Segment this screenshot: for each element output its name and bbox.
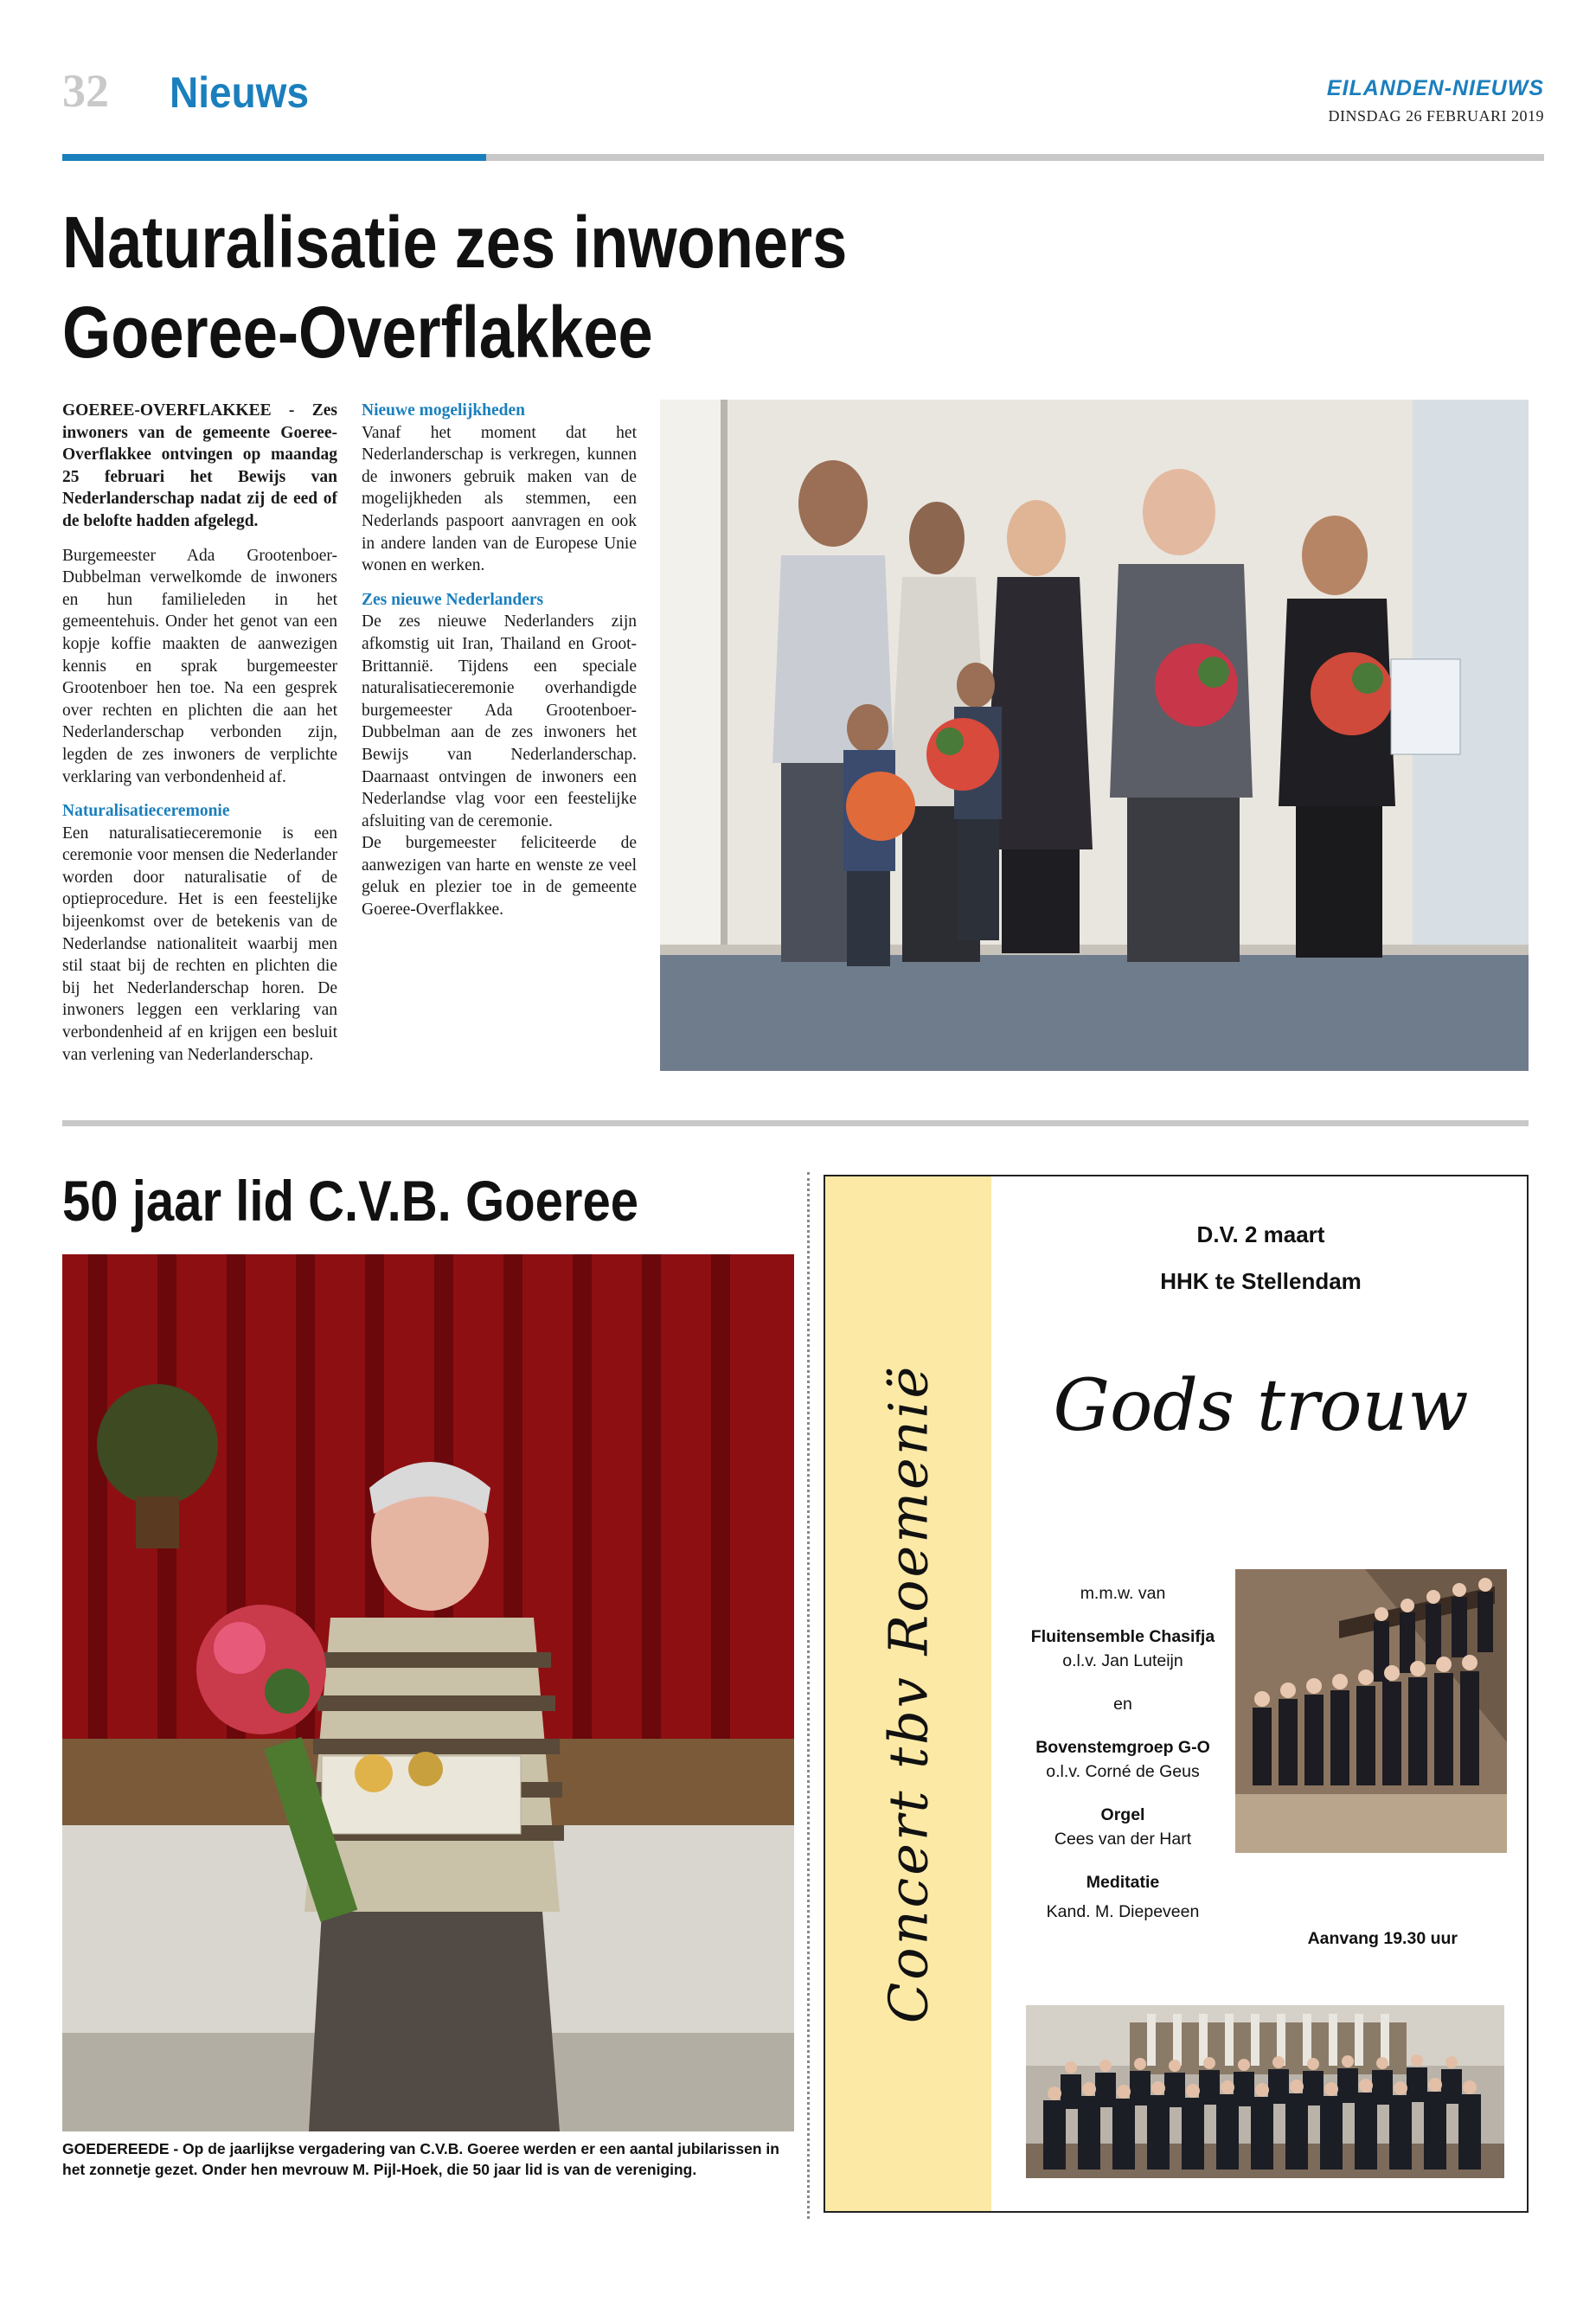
newspaper-brand: EILANDEN-NIEUWS bbox=[1326, 76, 1544, 100]
ad-venue: HHK te Stellendam bbox=[1160, 1268, 1362, 1294]
choir-photo bbox=[1026, 2005, 1504, 2178]
concert-advertisement bbox=[824, 1175, 1529, 2213]
article-paragraph: De zes nieuwe Nederlanders zijn afkomstig uit Iran, Thailand en Groot-Brittannië. Tijdens een speciale naturalisatieceremonie overhandigde burgemeester Ada Grootenboer-Dubbelman aan de zes inwoners het Bewijs van Nederlanderschap. Daarnaast ontvingen de inwoners een Nederlandse vlag voor een feestelijke afsluiting van de ceremonie. bbox=[362, 612, 637, 830]
issue-date: DINSDAG 26 FEBRUARI 2019 bbox=[1328, 107, 1544, 125]
ad-start-time: Aanvang 19.30 uur bbox=[1307, 1929, 1458, 1948]
jubilee-photo bbox=[62, 1254, 794, 2131]
ad-performers bbox=[998, 1581, 1247, 1924]
headline-line-2: Goeree-Overflakkee bbox=[62, 292, 653, 373]
header-rule bbox=[486, 154, 1544, 161]
article-column-2 bbox=[362, 400, 637, 933]
photo-caption: GOEDEREEDE - Op de jaarlijkse vergadering van C.V.B. Goeree werden er een aantal jubilarissen in het zonnetje gezet. Onder hen mevrouw M. Pijl-Hoek, die 50 jaar lid is van de vereniging. bbox=[62, 2140, 779, 2178]
article-subhead: Naturalisatieceremonie bbox=[62, 802, 230, 821]
article-column-1 bbox=[62, 400, 337, 1078]
article-paragraph: Burgemeester Ada Grootenboer-Dubbelman verwelkomde de inwoners en hun familieleden in het gemeentehuis. Onder het genot van een kopje koffie maakten de aanwezigen kennis en sprak burgemeester Grootenboer hen toe. Na een gesprek over rechten en plichten die aan het Nederlanderschap verbonden zijn, legden de zes inwoners de verplichte verklaring van verbondenheid af. bbox=[62, 546, 337, 786]
header-rule-accent bbox=[62, 154, 486, 161]
article-lead: GOEREE-OVERFLAKKEE - Zes inwoners van de gemeente Goeree-Overflakkee ontvingen op maandag 25 februari het Bewijs van Nederlanderschap nadat zij de eed of de belofte hadden afgelegd. bbox=[62, 401, 337, 530]
column-separator bbox=[807, 1172, 810, 2219]
ad-organ-label: Orgel bbox=[1100, 1805, 1145, 1824]
naturalisation-group-photo bbox=[660, 400, 1529, 1071]
article-subhead: Zes nieuwe Nederlanders bbox=[362, 590, 544, 609]
headline-line-1: Naturalisatie zes inwoners bbox=[62, 202, 848, 283]
ad-ensemble-1-lead: o.l.v. Jan Luteijn bbox=[1062, 1651, 1183, 1670]
ad-organ-name: Cees van der Hart bbox=[1054, 1830, 1192, 1849]
ad-concert-title: Gods trouw bbox=[1053, 1365, 1469, 1447]
ad-vertical-title: Concert tbv Roemenië bbox=[876, 1363, 940, 2024]
article2-headline: 50 jaar lid C.V.B. Goeree bbox=[62, 1169, 639, 1233]
ad-and: en bbox=[1113, 1695, 1132, 1714]
flute-ensemble-photo bbox=[1235, 1569, 1507, 1853]
section-title: Nieuws bbox=[170, 68, 310, 117]
article-subhead: Nieuwe mogelijkheden bbox=[362, 401, 526, 420]
article-paragraph: De burgemeester feliciteerde de aanwezigen van harte en wenste ze veel geluk en plezier toe in de gemeente Goeree-Overflakkee. bbox=[362, 834, 637, 920]
article-paragraph: Vanaf het moment dat het Nederlanderschap is verkregen, kunnen de inwoners gebruik maken van de mogelijkheden als stemmen, een Nederlands paspoort aanvragen en ook in andere landen van de Europese Unie wonen en werken. bbox=[362, 423, 637, 575]
ad-ensemble-2: Bovenstemgroep G-O bbox=[1035, 1738, 1210, 1757]
section-divider bbox=[62, 1120, 1529, 1126]
article-paragraph: Een naturalisatieceremonie is een ceremonie voor mensen die Nederlander worden door naturalisatie of de optieprocedure. Het is een feestelijke bijeenkomst over de betekenis van de Nederlandse nationaliteit waarbij men stil staat bij de rechten en plichten die bij het Nederlanderschap horen. De inwoners leggen een verklaring van verbondenheid af en krijgen een besluit van verlening van Nederlanderschap. bbox=[62, 824, 337, 1064]
ad-meditation-label: Meditatie bbox=[1086, 1873, 1160, 1892]
page-number: 32 bbox=[62, 65, 109, 117]
ad-ensemble-2-lead: o.l.v. Corné de Geus bbox=[1046, 1762, 1200, 1781]
ad-meditation-name: Kand. M. Diepeveen bbox=[1046, 1902, 1200, 1921]
ad-with-label: m.m.w. van bbox=[1080, 1584, 1166, 1603]
ad-ensemble-1: Fluitensemble Chasifja bbox=[1030, 1627, 1215, 1646]
article-headline bbox=[62, 197, 955, 377]
ad-date: D.V. 2 maart bbox=[1196, 1221, 1325, 1247]
